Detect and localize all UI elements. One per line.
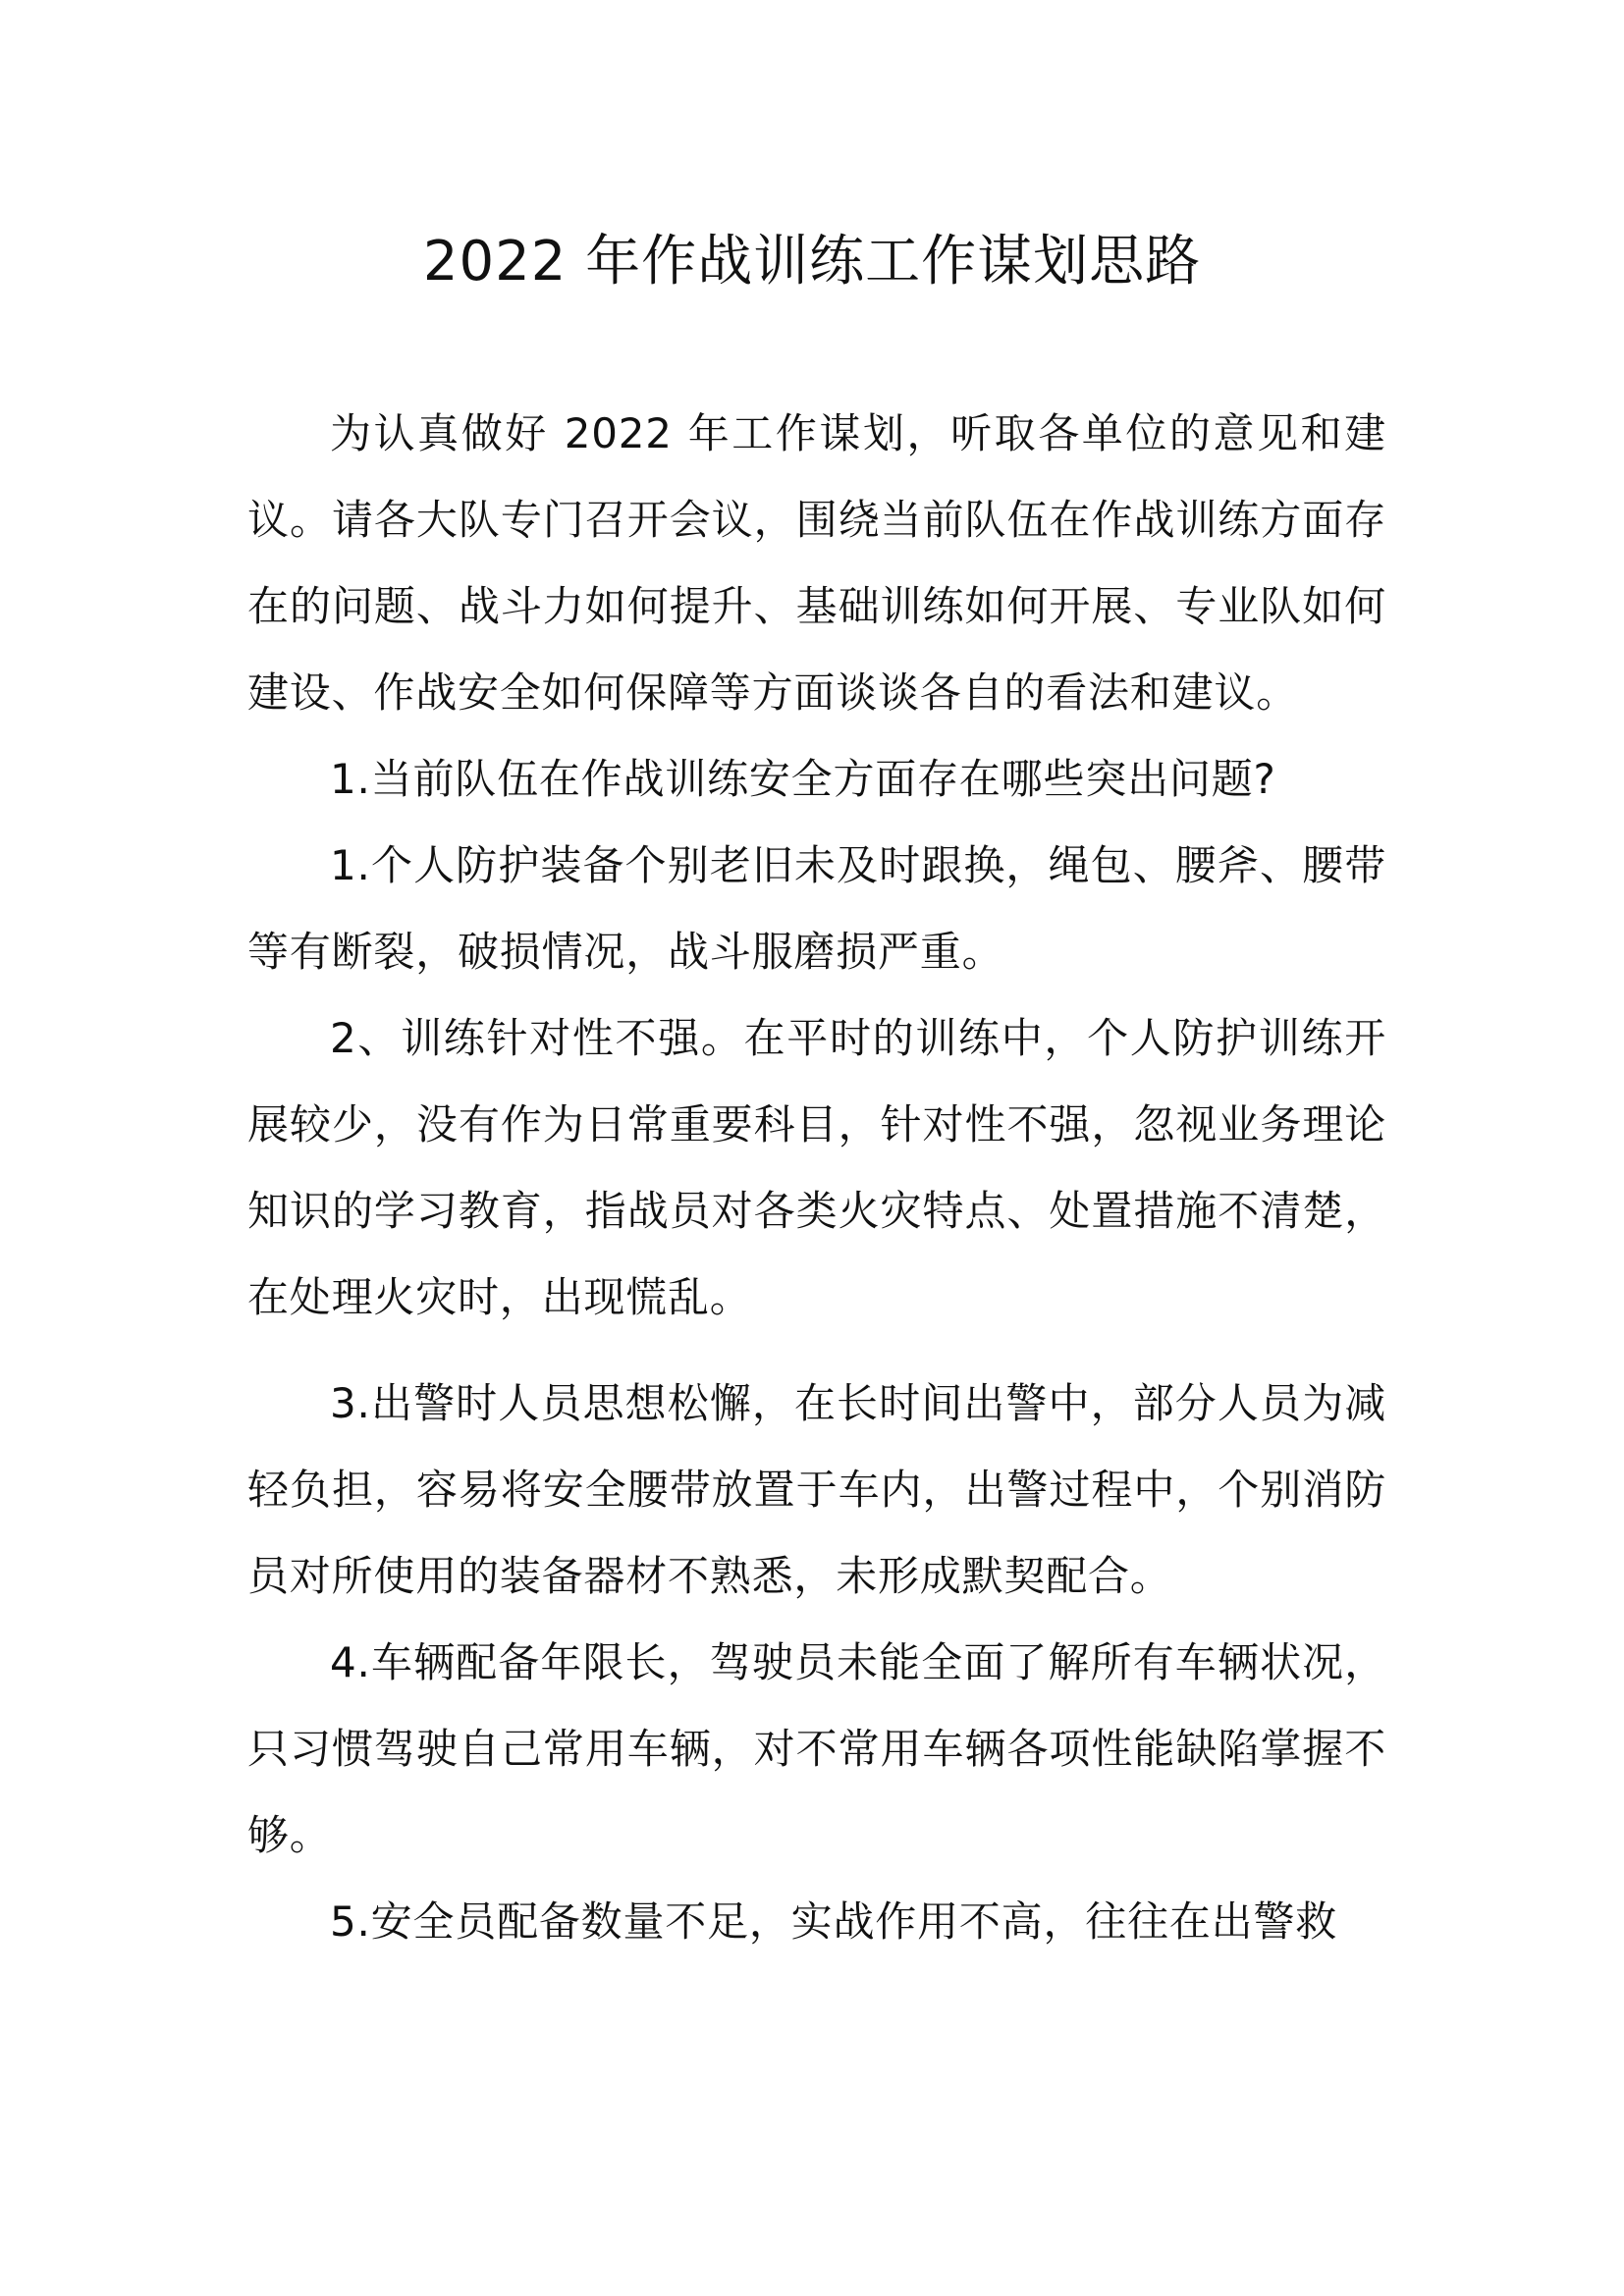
paragraph-item-4: 4.车辆配备年限长，驾驶员未能全面了解所有车辆状况，只习惯驾驶自己常用车辆，对不常用车辆各项性能缺陷掌握不够。 [247, 1638, 1386, 1859]
paragraph-item-2: 2、训练针对性不强。在平时的训练中，个人防护训练开展较少，没有作为日常重要科目，针对性不强，忽视业务理论知识的学习教育，指战员对各类火灾特点、处置措施不清楚，在处理火灾时，出现慌乱。 [247, 1014, 1386, 1321]
paragraph-question-1: 1.当前队伍在作战训练安全方面存在哪些突出问题? [330, 755, 1276, 803]
paragraph-intro: 为认真做好 2022 年工作谋划，听取各单位的意见和建议。请各大队专门召开会议，围绕当前队伍在作战训练方面存在的问题、战斗力如何提升、基础训练如何开展、专业队如何建设、作战安全如何保障等方面谈谈各自的看法和建议。 [247, 409, 1386, 717]
paragraph-item-5: 5.安全员配备数量不足，实战作用不高，往往在出警救 [330, 1897, 1338, 1946]
document-body [247, 391, 1386, 1965]
paragraph-item-1: 1.个人防护装备个别老旧未及时跟换，绳包、腰斧、腰带等有断裂，破损情况，战斗服磨损严重。 [247, 841, 1386, 976]
paragraph-item-3: 3.出警时人员思想松懈，在长时间出警中，部分人员为减轻负担，容易将安全腰带放置于车内，出警过程中，个别消防员对所使用的装备器材不熟悉，未形成默契配合。 [247, 1379, 1386, 1600]
document-title: 2022 年作战训练工作谋划思路 [422, 230, 1202, 294]
